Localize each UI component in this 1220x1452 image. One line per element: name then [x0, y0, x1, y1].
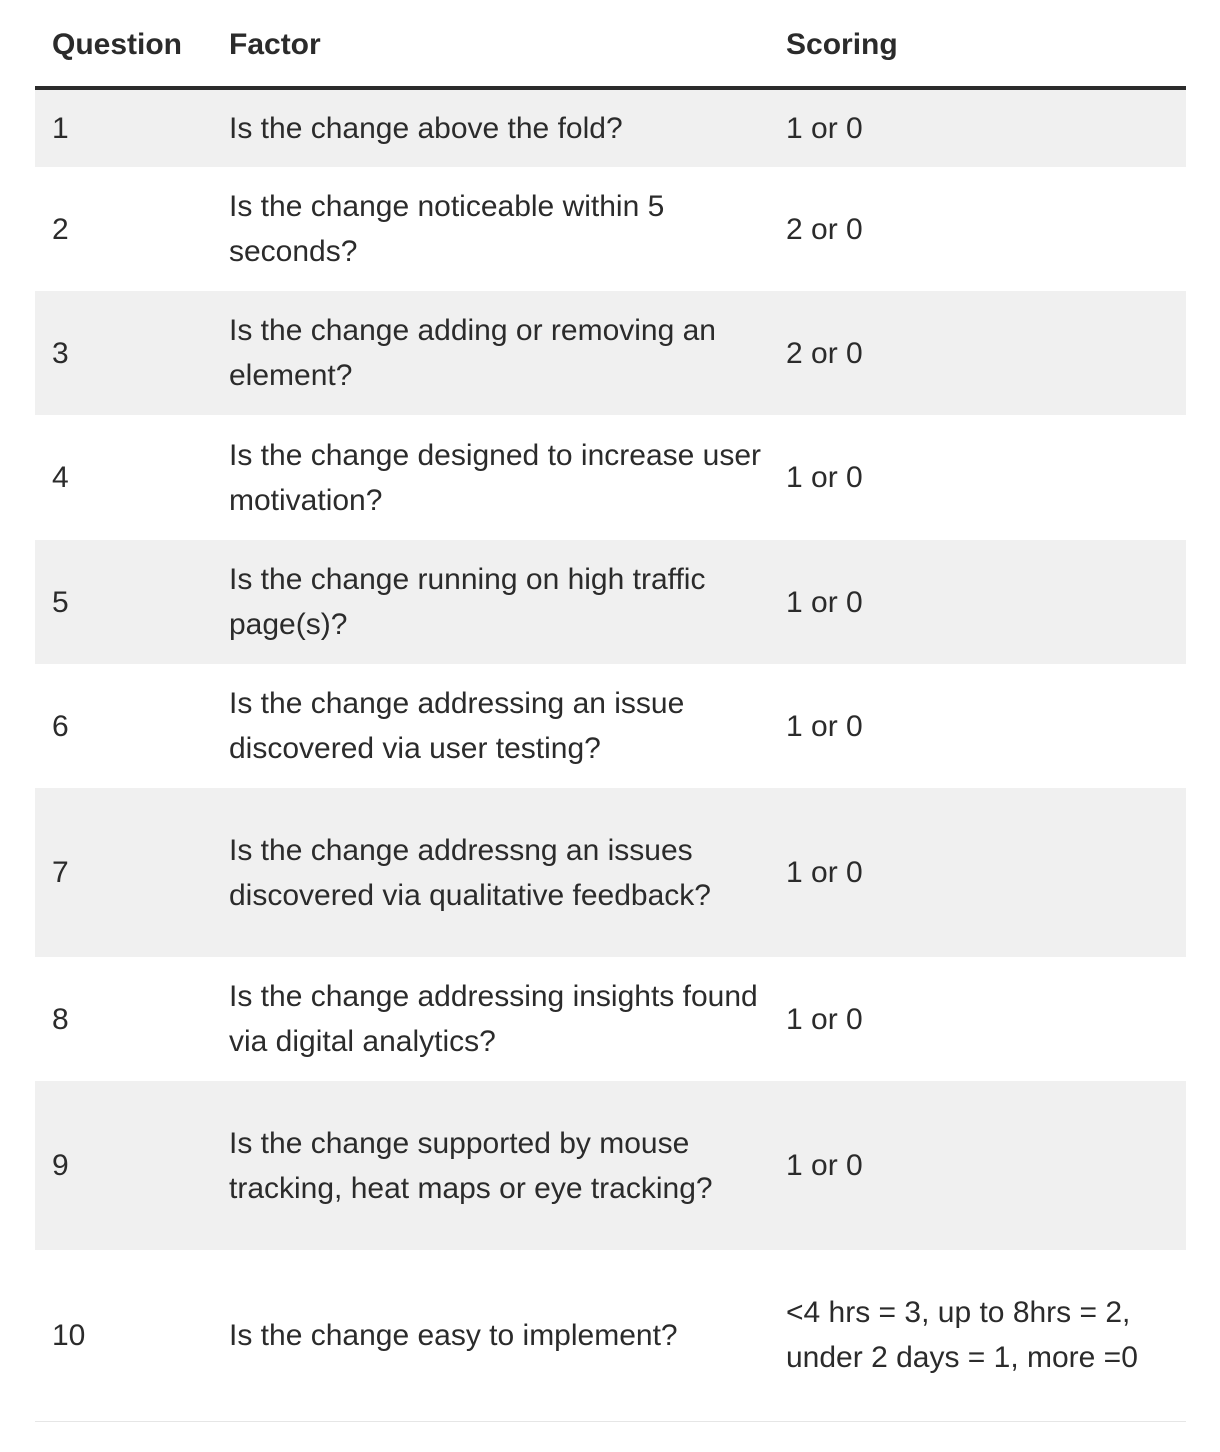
question-cell: 5	[35, 540, 229, 664]
scoring-cell: 1 or 0	[786, 788, 1186, 957]
factor-cell: Is the change above the fold?	[229, 88, 786, 167]
question-cell: 6	[35, 664, 229, 788]
factor-cell: Is the change addressng an issues discovered via qualitative feedback?	[229, 788, 786, 957]
question-cell: 7	[35, 788, 229, 957]
question-cell: 4	[35, 415, 229, 540]
factor-cell: Is the change easy to implement?	[229, 1250, 786, 1421]
header-row	[35, 0, 1186, 88]
question-cell: 3	[35, 291, 229, 415]
scoring-cell: 1 or 0	[786, 540, 1186, 664]
question-cell: 8	[35, 957, 229, 1081]
factor-cell: Is the change designed to increase user motivation?	[229, 415, 786, 540]
table-row	[35, 957, 1186, 1081]
question-cell: 10	[35, 1250, 229, 1421]
question-cell: 2	[35, 167, 229, 291]
table-row	[35, 1081, 1186, 1250]
table-row	[35, 167, 1186, 291]
table-row	[35, 291, 1186, 415]
factor-cell: Is the change running on high traffic page(s)?	[229, 540, 786, 664]
scoring-cell: 1 or 0	[786, 415, 1186, 540]
scoring-cell: 1 or 0	[786, 664, 1186, 788]
header-factor: Factor	[229, 0, 786, 88]
scoring-table	[35, 0, 1186, 1422]
table-row	[35, 540, 1186, 664]
scoring-cell: <4 hrs = 3, up to 8hrs = 2, under 2 days = 1, more =0	[786, 1250, 1186, 1421]
header-question: Question	[35, 0, 229, 88]
scoring-cell: 2 or 0	[786, 167, 1186, 291]
header-scoring: Scoring	[786, 0, 1186, 88]
table-body	[35, 88, 1186, 1421]
question-cell: 1	[35, 88, 229, 167]
factor-cell: Is the change supported by mouse tracking, heat maps or eye tracking?	[229, 1081, 786, 1250]
table-header	[35, 0, 1186, 88]
scoring-cell: 1 or 0	[786, 88, 1186, 167]
table-row	[35, 1250, 1186, 1421]
scoring-cell: 2 or 0	[786, 291, 1186, 415]
question-cell: 9	[35, 1081, 229, 1250]
factor-cell: Is the change addressing an issue discovered via user testing?	[229, 664, 786, 788]
scoring-table-container	[35, 0, 1186, 1422]
table-row	[35, 664, 1186, 788]
factor-cell: Is the change noticeable within 5 seconds?	[229, 167, 786, 291]
table-row	[35, 88, 1186, 167]
factor-cell: Is the change adding or removing an element?	[229, 291, 786, 415]
factor-cell: Is the change addressing insights found via digital analytics?	[229, 957, 786, 1081]
scoring-cell: 1 or 0	[786, 1081, 1186, 1250]
table-row	[35, 415, 1186, 540]
scoring-cell: 1 or 0	[786, 957, 1186, 1081]
table-row	[35, 788, 1186, 957]
